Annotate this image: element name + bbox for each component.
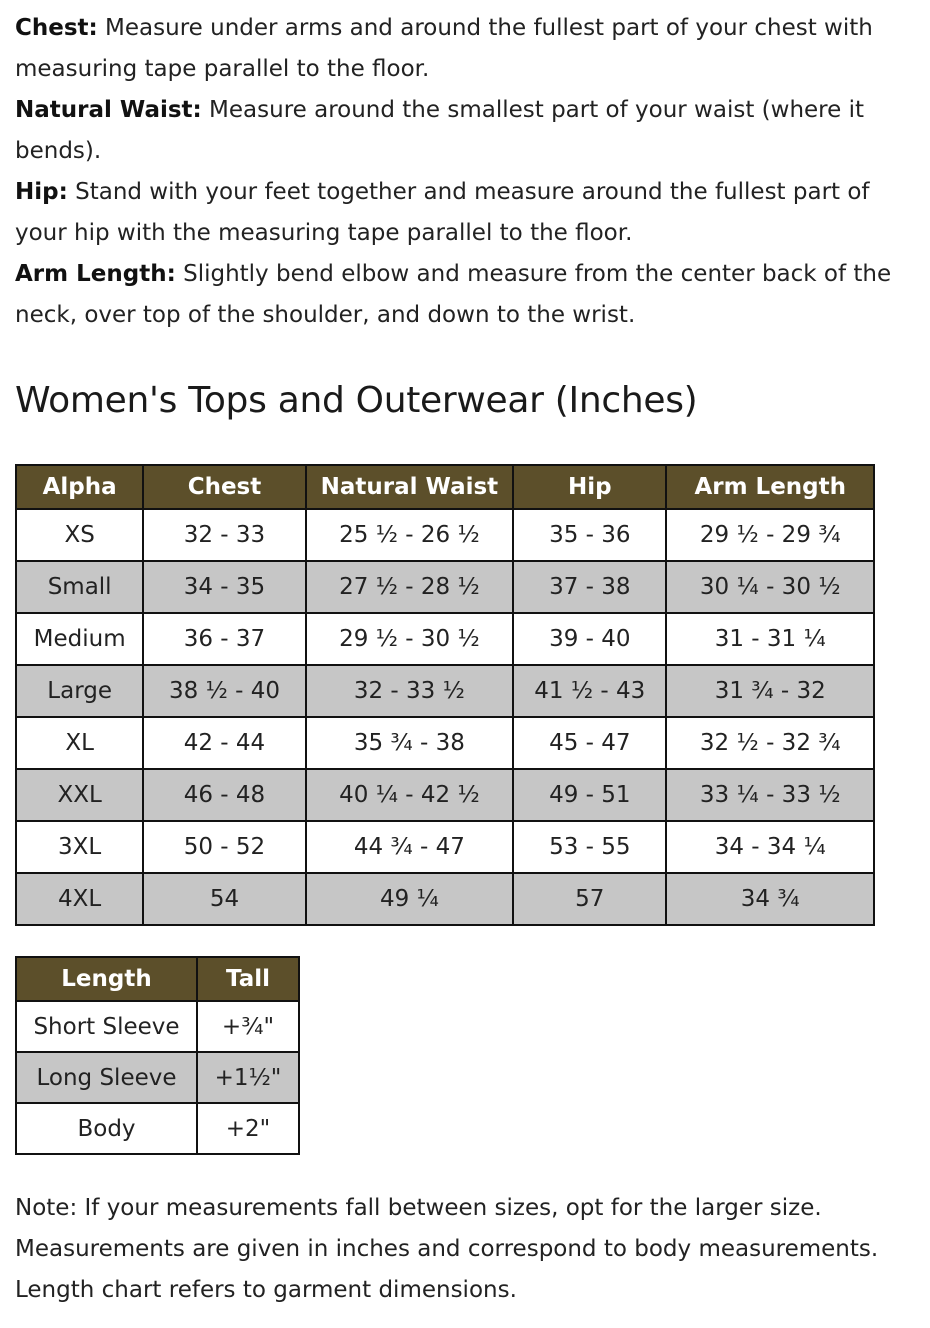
table-cell: 53 - 55	[513, 821, 666, 873]
measurement-definitions	[15, 8, 895, 336]
table-cell: +³⁄₄"	[197, 1001, 299, 1052]
table-cell: 30 ¹⁄₄ - 30 ¹⁄₂	[666, 561, 874, 613]
table-cell: 57	[513, 873, 666, 925]
sizing-note	[15, 1188, 915, 1311]
table-cell: 37 - 38	[513, 561, 666, 613]
table-row	[16, 561, 874, 613]
table-cell: +1¹⁄₂"	[197, 1052, 299, 1103]
table-cell: XS	[16, 509, 143, 561]
table-cell: 4XL	[16, 873, 143, 925]
table-row	[16, 665, 874, 717]
table-row	[16, 1103, 299, 1154]
definition-text: Stand with your feet together and measure around the fullest part of your hip with the measuring tape parallel to the floor.	[15, 179, 870, 246]
column-header-alpha: Alpha	[16, 465, 143, 509]
table-cell: 32 ¹⁄₂ - 32 ³⁄₄	[666, 717, 874, 769]
table-cell: 41 ¹⁄₂ - 43	[513, 665, 666, 717]
table-cell: 49 - 51	[513, 769, 666, 821]
table-cell: 3XL	[16, 821, 143, 873]
table-cell: 39 - 40	[513, 613, 666, 665]
table-cell: 46 - 48	[143, 769, 305, 821]
definition-text: Slightly bend elbow and measure from the center back of the neck, over top of the shoulder, and down to the wrist.	[15, 261, 892, 328]
table-cell: 34 - 35	[143, 561, 305, 613]
table-cell: 32 - 33	[143, 509, 305, 561]
definition-arm-length	[15, 254, 895, 336]
column-header-natural-waist: Natural Waist	[306, 465, 513, 509]
table-cell: 49 ¹⁄₄	[306, 873, 513, 925]
table-row	[16, 613, 874, 665]
table-cell: 44 ³⁄₄ - 47	[306, 821, 513, 873]
table-row	[16, 769, 874, 821]
table-cell: 25 ¹⁄₂ - 26 ¹⁄₂	[306, 509, 513, 561]
table-cell: XL	[16, 717, 143, 769]
table-cell: XXL	[16, 769, 143, 821]
table-cell: 27 ¹⁄₂ - 28 ¹⁄₂	[306, 561, 513, 613]
table-cell: 35 ³⁄₄ - 38	[306, 717, 513, 769]
table-cell: Body	[16, 1103, 197, 1154]
table-row	[16, 1001, 299, 1052]
table-cell: Medium	[16, 613, 143, 665]
table-row	[16, 873, 874, 925]
table-cell: 40 ¹⁄₄ - 42 ¹⁄₂	[306, 769, 513, 821]
column-header-tall: Tall	[197, 957, 299, 1001]
note-line: Note: If your measurements fall between sizes, opt for the larger size.	[15, 1195, 822, 1221]
table-cell: 33 ¹⁄₄ - 33 ¹⁄₂	[666, 769, 874, 821]
table-cell: 35 - 36	[513, 509, 666, 561]
definition-term: Arm Length:	[15, 261, 176, 287]
table-row	[16, 509, 874, 561]
table-cell: 32 - 33 ¹⁄₂	[306, 665, 513, 717]
definition-term: Chest:	[15, 15, 98, 41]
column-header-chest: Chest	[143, 465, 305, 509]
table-cell: +2"	[197, 1103, 299, 1154]
definition-text: Measure under arms and around the fullest part of your chest with measuring tape parallel to the floor.	[15, 15, 873, 82]
table-cell: 34 - 34 ¹⁄₄	[666, 821, 874, 873]
definition-hip	[15, 172, 895, 254]
table-cell: 31 - 31 ¹⁄₄	[666, 613, 874, 665]
table-cell: 29 ¹⁄₂ - 30 ¹⁄₂	[306, 613, 513, 665]
table-cell: 38 ¹⁄₂ - 40	[143, 665, 305, 717]
definition-chest	[15, 8, 895, 90]
table-cell: Small	[16, 561, 143, 613]
table-cell: Large	[16, 665, 143, 717]
table-cell: Short Sleeve	[16, 1001, 197, 1052]
length-chart-header-row	[16, 957, 299, 1001]
note-line: Length chart refers to garment dimensions.	[15, 1277, 517, 1303]
note-line: Measurements are given in inches and correspond to body measurements.	[15, 1236, 879, 1262]
table-cell: 45 - 47	[513, 717, 666, 769]
definition-text: Measure around the smallest part of your waist (where it bends).	[15, 97, 864, 164]
column-header-hip: Hip	[513, 465, 666, 509]
table-row	[16, 1052, 299, 1103]
size-chart-table	[15, 464, 875, 926]
definition-natural-waist	[15, 90, 895, 172]
table-cell: 31 ³⁄₄ - 32	[666, 665, 874, 717]
table-cell: 50 - 52	[143, 821, 305, 873]
table-cell: 36 - 37	[143, 613, 305, 665]
table-cell: 54	[143, 873, 305, 925]
table-row	[16, 717, 874, 769]
column-header-length: Length	[16, 957, 197, 1001]
table-cell: 42 - 44	[143, 717, 305, 769]
definition-term: Natural Waist:	[15, 97, 202, 123]
size-chart-header-row	[16, 465, 874, 509]
section-heading: Women's Tops and Outerwear (Inches)	[15, 380, 698, 421]
table-row	[16, 821, 874, 873]
length-chart-table	[15, 956, 300, 1155]
definition-term: Hip:	[15, 179, 68, 205]
table-cell: 29 ¹⁄₂ - 29 ³⁄₄	[666, 509, 874, 561]
table-cell: 34 ³⁄₄	[666, 873, 874, 925]
column-header-arm-length: Arm Length	[666, 465, 874, 509]
table-cell: Long Sleeve	[16, 1052, 197, 1103]
